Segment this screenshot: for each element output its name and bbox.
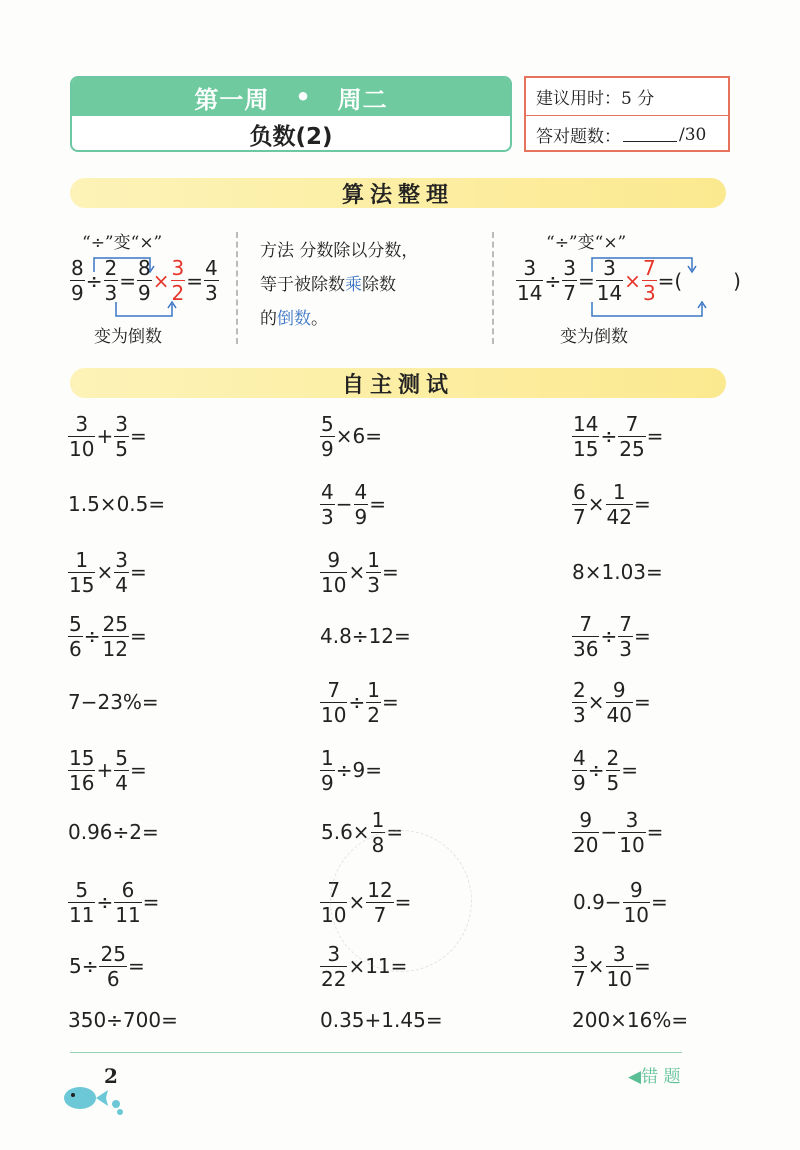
- problem-c1-1: 3 10 + 3 5 =: [69, 411, 147, 461]
- fraction: 3 5: [115, 411, 128, 461]
- problem-c2-6: 1 9 ÷9=: [321, 745, 382, 795]
- lesson-title: 负数(2): [249, 123, 333, 150]
- problem-c2-10: 0.35+1.45=: [320, 1008, 443, 1032]
- week-label: 第一周: [194, 85, 270, 114]
- problem-c2-2: 4 3 − 4 9 =: [321, 479, 386, 529]
- problem-c1-3: 1 15 × 3 4 =: [69, 547, 147, 597]
- fraction: 5 4: [115, 745, 128, 795]
- problem-c1-8: 5 11 ÷ 6 11 =: [69, 877, 160, 927]
- problem-c2-3: 9 10 × 1 3 =: [321, 547, 399, 597]
- fraction: 2 3: [573, 677, 586, 727]
- fraction: 4 3: [205, 256, 218, 305]
- fraction: 5 6: [69, 611, 82, 661]
- fraction: 25 6: [100, 941, 126, 991]
- fraction: 3 7: [563, 256, 576, 305]
- test-section-title: 自主测试: [70, 368, 726, 398]
- score-blank[interactable]: [623, 127, 677, 142]
- fraction: 9 40: [606, 677, 632, 727]
- problem-c3-5: 2 3 × 9 40 =: [573, 677, 651, 727]
- problem-c2-1: 5 9 ×6=: [321, 411, 382, 461]
- ex1-expression: 8 9 ÷ 2 3 = 8 9 × 3 2 = 4 3: [71, 256, 218, 305]
- dot-separator: •: [295, 83, 312, 111]
- fraction: 7 36: [573, 611, 599, 661]
- ex1-change-label: “÷”变“×”: [82, 233, 163, 253]
- fraction: 7 10: [321, 677, 347, 727]
- fraction: 12 7: [367, 877, 393, 927]
- problem-c3-10: 200×16%=: [572, 1008, 689, 1032]
- problem-c1-9: 5÷ 25 6 =: [69, 941, 145, 991]
- fraction: 3 10: [606, 941, 632, 991]
- fraction: 6 7: [573, 479, 586, 529]
- problem-c3-9: 3 7 × 3 10 =: [573, 941, 651, 991]
- fraction: 14 15: [573, 411, 599, 461]
- fraction: 4 3: [321, 479, 334, 529]
- fraction: 3 14: [517, 256, 543, 305]
- fraction: 3 10: [619, 807, 645, 857]
- fraction: 8 9: [138, 256, 151, 305]
- ex2-answer-blank[interactable]: =( ): [657, 268, 741, 293]
- title-bar: [72, 78, 510, 116]
- fraction: 3 10: [69, 411, 95, 461]
- score-label: 答对题数：: [536, 127, 621, 147]
- score-total: /30: [679, 124, 707, 145]
- problem-c3-6: 4 9 ÷ 2 5 =: [573, 745, 638, 795]
- problem-c1-2: 1.5×0.5=: [68, 492, 166, 516]
- fraction: 3 22: [321, 941, 347, 991]
- divider: [236, 232, 238, 344]
- problem-c3-2: 6 7 × 1 42 =: [573, 479, 651, 529]
- problem-c1-4: 5 6 ÷ 25 12 =: [69, 611, 147, 661]
- fraction: 1 9: [321, 745, 334, 795]
- fraction: 2 3: [104, 256, 118, 305]
- page-number: 2: [104, 1064, 118, 1088]
- method-line-2: 等于被除数乘除数: [260, 275, 396, 295]
- problem-c3-8: 0.9− 9 10 =: [573, 877, 668, 927]
- problem-c2-4: 4.8÷12=: [320, 624, 411, 648]
- fraction: 1 8: [371, 807, 385, 857]
- fraction: 4 9: [354, 479, 368, 529]
- ex2-expression: 3 14 ÷ 3 7 = 3 14 × 7 3 =( ): [517, 256, 741, 305]
- errors-link[interactable]: ◀错 题: [628, 1067, 681, 1087]
- problem-c1-10: 350÷700=: [68, 1008, 178, 1032]
- problem-c3-1: 14 15 ÷ 7 25 =: [573, 411, 664, 461]
- fraction: 9 20: [573, 807, 599, 857]
- title-box: [70, 76, 512, 152]
- problem-c2-7: 5.6× 1 8 =: [321, 807, 404, 857]
- fraction: 3 4: [115, 547, 128, 597]
- fraction: 3 7: [573, 941, 586, 991]
- fraction: 5 11: [69, 877, 95, 927]
- fraction: 8 9: [71, 256, 84, 305]
- reciprocal-fraction: 7 3: [642, 256, 656, 305]
- watermark-stamp: [330, 830, 472, 972]
- method-area: [64, 224, 741, 352]
- problem-c1-6: 15 16 + 5 4 =: [69, 745, 147, 795]
- method-line-1: 方法 分数除以分数，: [260, 241, 419, 261]
- fraction: 15 16: [69, 745, 95, 795]
- method-description: [260, 234, 500, 336]
- ex2-reciprocal-label: 变为倒数: [560, 327, 628, 347]
- score-row: [526, 115, 728, 153]
- fraction: 1 3: [367, 547, 380, 597]
- fraction: 9 10: [623, 877, 650, 927]
- fraction: 7 3: [619, 611, 632, 661]
- ex2-change-label: “÷”变“×”: [546, 233, 627, 253]
- ex1-reciprocal-label: 变为倒数: [94, 327, 162, 347]
- divider: [492, 232, 494, 344]
- fraction: 1 42: [606, 479, 632, 529]
- method-line-3: 的倒数。: [260, 309, 328, 329]
- fraction: 7 25: [619, 411, 645, 461]
- problem-c2-5: 7 10 ÷ 1 2 =: [321, 677, 399, 727]
- fraction: 6 11: [115, 877, 141, 927]
- reciprocal-fraction: 3 2: [171, 256, 185, 305]
- fraction: 2 5: [606, 745, 620, 795]
- day-label: 周二: [337, 85, 388, 114]
- footer-line: [70, 1052, 682, 1053]
- method-section-title: 算法整理: [70, 178, 726, 208]
- fraction: 1 2: [367, 677, 380, 727]
- problem-c2-9: 3 22 ×11=: [321, 941, 408, 991]
- suggested-time: 建议用时：5 分: [536, 89, 655, 109]
- problem-c2-8: 7 10 × 12 7 =: [321, 877, 412, 927]
- fraction: 7 10: [321, 877, 347, 927]
- fraction: 25 12: [102, 611, 128, 661]
- fraction: 5 9: [321, 411, 334, 461]
- fraction: 4 9: [573, 745, 586, 795]
- problem-c3-3: 8×1.03=: [572, 560, 663, 584]
- time-box: [524, 76, 730, 152]
- fraction: 9 10: [321, 547, 347, 597]
- fraction: 3 14: [596, 256, 623, 305]
- problem-c1-5: 7−23%=: [68, 690, 159, 714]
- problem-c1-7: 0.96÷2=: [68, 820, 159, 844]
- problem-c3-7: 9 20 − 3 10 =: [573, 807, 664, 857]
- fraction: 1 15: [69, 547, 95, 597]
- problem-c3-4: 7 36 ÷ 7 3 =: [573, 611, 651, 661]
